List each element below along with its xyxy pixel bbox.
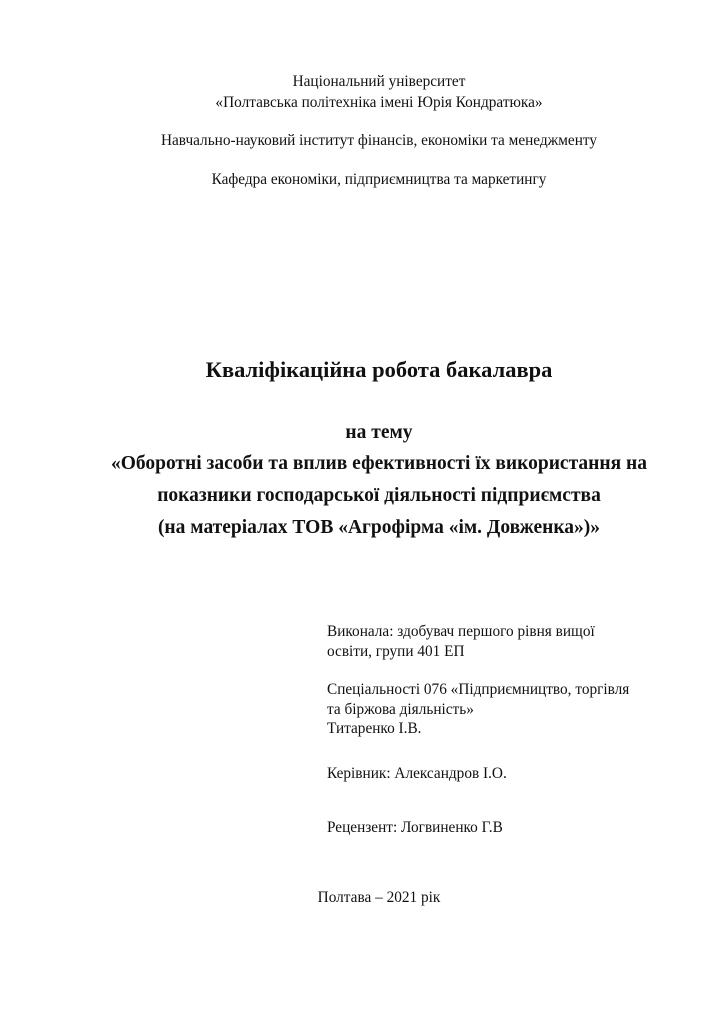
performed-by-line-1: Виконала: здобувач першого рівня вищої: [327, 623, 595, 640]
supervisor: Керівник: Александров І.О.: [327, 765, 507, 782]
specialty-line-2: та біржова діяльність»: [327, 700, 474, 718]
topic-line-2: показники господарської діяльності підприємства: [157, 485, 601, 506]
student-name: Титаренко І.В.: [327, 720, 422, 737]
institute-name: Навчально-науковий інститут фінансів, економіки та менеджменту: [160, 132, 598, 149]
topic-line-1: «Оборотні засоби та вплив ефективності їх використання на: [110, 453, 648, 474]
performed-by-line-2: освіти, групи 401 ЕП: [327, 642, 465, 660]
performed-by-block: [327, 622, 595, 661]
topic-label: на тему: [345, 422, 413, 443]
document-title: Кваліфікаційна робота бакалавра: [205, 357, 553, 382]
specialty-line-1: Спеціальності 076 «Підприємництво, торгівля: [327, 681, 630, 698]
city-year: Полтава – 2021 рік: [317, 889, 441, 906]
university-name: Національний університет: [292, 73, 466, 90]
topic-line-3: (на матеріалах ТОВ «Агрофірма «ім. Довженка»)»: [157, 517, 601, 538]
department-name: Кафедра економіки, підприємництва та маркетингу: [211, 171, 547, 188]
university-full-name: «Полтавська політехніка імені Юрія Кондратюка»: [215, 94, 543, 111]
reviewer: Рецензент: Логвиненко Г.В: [327, 819, 503, 836]
specialty-block: [327, 680, 629, 739]
